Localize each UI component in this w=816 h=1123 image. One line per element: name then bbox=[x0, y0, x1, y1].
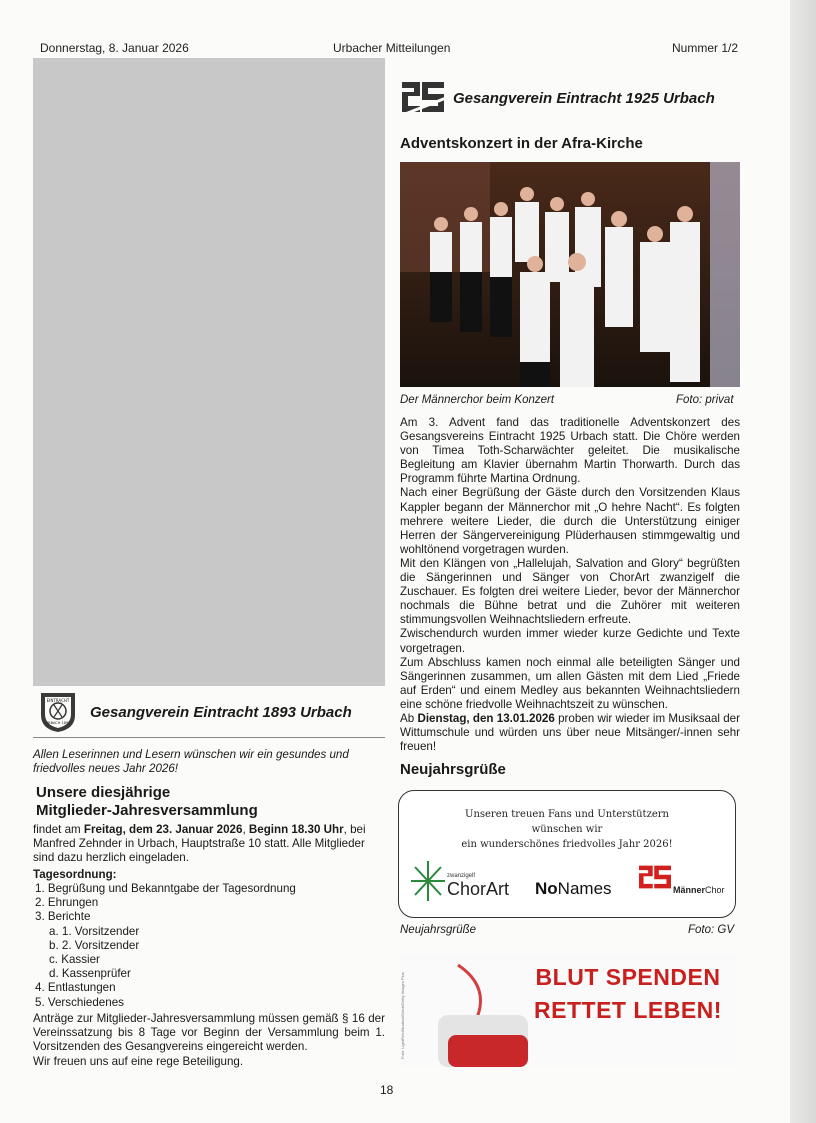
agenda-item: 1. Begrüßung und Bekanntgabe der Tagesordnung bbox=[35, 882, 296, 895]
club-title-1925: Gesangverein Eintracht 1925 Urbach bbox=[453, 90, 715, 107]
nonames-logo: NoNames bbox=[535, 879, 612, 898]
greet-credit: Foto: GV bbox=[688, 924, 735, 936]
agenda-item: 2. Ehrungen bbox=[35, 896, 99, 910]
agenda-item: 3. Berichte bbox=[35, 910, 91, 924]
header-issue: Nummer 1/2 bbox=[672, 41, 739, 55]
greeting-card bbox=[398, 790, 736, 918]
agenda-list bbox=[35, 882, 387, 1010]
svg-text:EINTRACHT: EINTRACHT bbox=[46, 698, 70, 703]
greet-caption: Neujahrsgrüße bbox=[400, 924, 477, 936]
article-paragraph-last: Ab Dienstag, den 13.01.2026 proben wir wieder im Musiksaal der Wittumschule und würden uns über neue Mitsänger/-innen sehr freuen! bbox=[400, 711, 740, 754]
page-number: 18 bbox=[380, 1083, 394, 1097]
agenda-subitem: d. Kassenprüfer bbox=[49, 967, 131, 981]
blood-photo-credit: Foto: LightFieldStudios/iStock/Getty Images Plus bbox=[400, 972, 405, 1059]
greet-heading: Neujahrsgrüße bbox=[400, 761, 506, 778]
blood-ad-line1: BLUT SPENDEN bbox=[535, 964, 721, 990]
choir-photo bbox=[400, 162, 740, 387]
club-title-1893: Gesangverein Eintracht 1893 Urbach bbox=[90, 704, 352, 721]
article-paragraph: Zum Abschluss kamen noch einmal alle beteiligten Sänger und Sängerinnen zusammen, um allen Gästen mit dem Lied „Friede auf Erden“ und einem Medley aus bekannten Weihnachtsliedern eine schöne friedvolle Weihnachtszeit zu wünschen. bbox=[400, 655, 740, 711]
maennerchor-text: MännerChor bbox=[673, 885, 725, 895]
chorart-small-label: zwanzigelf bbox=[447, 873, 476, 879]
club-25-logo bbox=[400, 76, 446, 118]
agenda-item: 5. Verschiedenes bbox=[35, 995, 124, 1009]
greet-line: Unseren treuen Fans und Unterstützern bbox=[465, 809, 669, 820]
agenda-item: 4. Entlastungen bbox=[35, 981, 116, 995]
page-edge-shadow bbox=[790, 0, 816, 1123]
header-publication: Urbacher Mitteilungen bbox=[333, 41, 451, 55]
blood-donation-ad bbox=[398, 955, 736, 1067]
new-year-greeting: Allen Leserinnen und Lesern wünschen wir ein gesundes und friedvolles neues Jahr 2026! bbox=[33, 748, 349, 776]
section-divider bbox=[33, 737, 385, 738]
agenda-subitem: a. 1. Vorsitzender bbox=[49, 924, 140, 938]
article-body bbox=[400, 416, 740, 754]
agenda-subitem: c. Kassier bbox=[49, 953, 100, 967]
article-paragraph: Nach einer Begrüßung der Gäste durch den Vorsitzenden Klaus Kappler begann der Männerchor mit „O hehre Nacht“. Es folgten mehrere weitere Lieder, die durch die Unterstützung einiger Herren der Sängervereinigung Plüderhausen stimmgewaltig und wohltönend vorgetragen wurden. bbox=[400, 486, 740, 556]
article-title: Adventskonzert in der Afra-Kirche bbox=[400, 135, 643, 152]
greet-line: wünschen wir bbox=[531, 824, 603, 835]
header-date: Donnerstag, 8. Januar 2026 bbox=[40, 41, 189, 55]
blood-bag-icon bbox=[418, 955, 528, 1067]
article-paragraph: Am 3. Advent fand das traditionelle Adventskonzert des Gesangsvereins Eintracht 1925 Urbach statt. Die Chöre werden von Timea Toth-Scharwächter geleitet. Die musikalische Begleitung am Klavier übernahm Martin Thorwarth. Durch das Programm führte Martina Ordnung. bbox=[400, 416, 740, 486]
article-paragraph: Zwischendurch wurden immer wieder kurze Gedichte und Texte vorgetragen. bbox=[400, 627, 740, 655]
placeholder-gray-box bbox=[33, 58, 385, 686]
meeting-intro: findet am Freitag, dem 23. Januar 2026, Beginn 18.30 Uhr, bei Manfred Zehnder in Urbach, Hauptstraße 10 statt. Alle Mitglieder sind dazu herzlich eingeladen. bbox=[33, 823, 366, 865]
agenda-subitem: b. 2. Vorsitzender bbox=[49, 938, 140, 952]
club-1893-emblem bbox=[37, 689, 79, 733]
chorart-star-icon bbox=[409, 859, 447, 903]
blood-ad-line2: RETTET LEBEN! bbox=[534, 997, 722, 1023]
maennerchor-25-logo bbox=[637, 861, 673, 893]
chorart-logo-text: ChorArt bbox=[447, 879, 510, 899]
article-paragraph: Mit den Klängen von „Hallelujah, Salvation and Glory“ begrüßten die Sängerinnen und Sänger von ChorArt zwanzigelf die Zuschauer. Es folgten drei weitere Lieder, bevor der Männerchor nochmals die Bühne betrat und die Zuhörer mit weiteren stimmungsvollen Weihnachtsliedern erfreute. bbox=[400, 556, 740, 627]
photo-credit: Foto: privat bbox=[676, 394, 734, 406]
photo-caption: Der Männerchor beim Konzert bbox=[400, 394, 555, 406]
meeting-closing: Anträge zur Mitglieder-Jahresversammlung müssen gemäß § 16 der Vereinssatzung bis 8 Tage vor Beginn der Versammlung beim 1. Vorsitzenden des Gesangvereins eingereicht werden. Wir freuen uns auf eine rege Beteiligung. bbox=[33, 1012, 385, 1068]
agenda-title: Tagesordnung: bbox=[33, 868, 117, 881]
greet-line: ein wunderschönes friedvolles Jahr 2026! bbox=[461, 839, 673, 850]
svg-text:URBACH 1893: URBACH 1893 bbox=[45, 721, 71, 725]
meeting-heading: Unsere diesjährige Mitglieder-Jahresversammlung bbox=[36, 784, 258, 819]
